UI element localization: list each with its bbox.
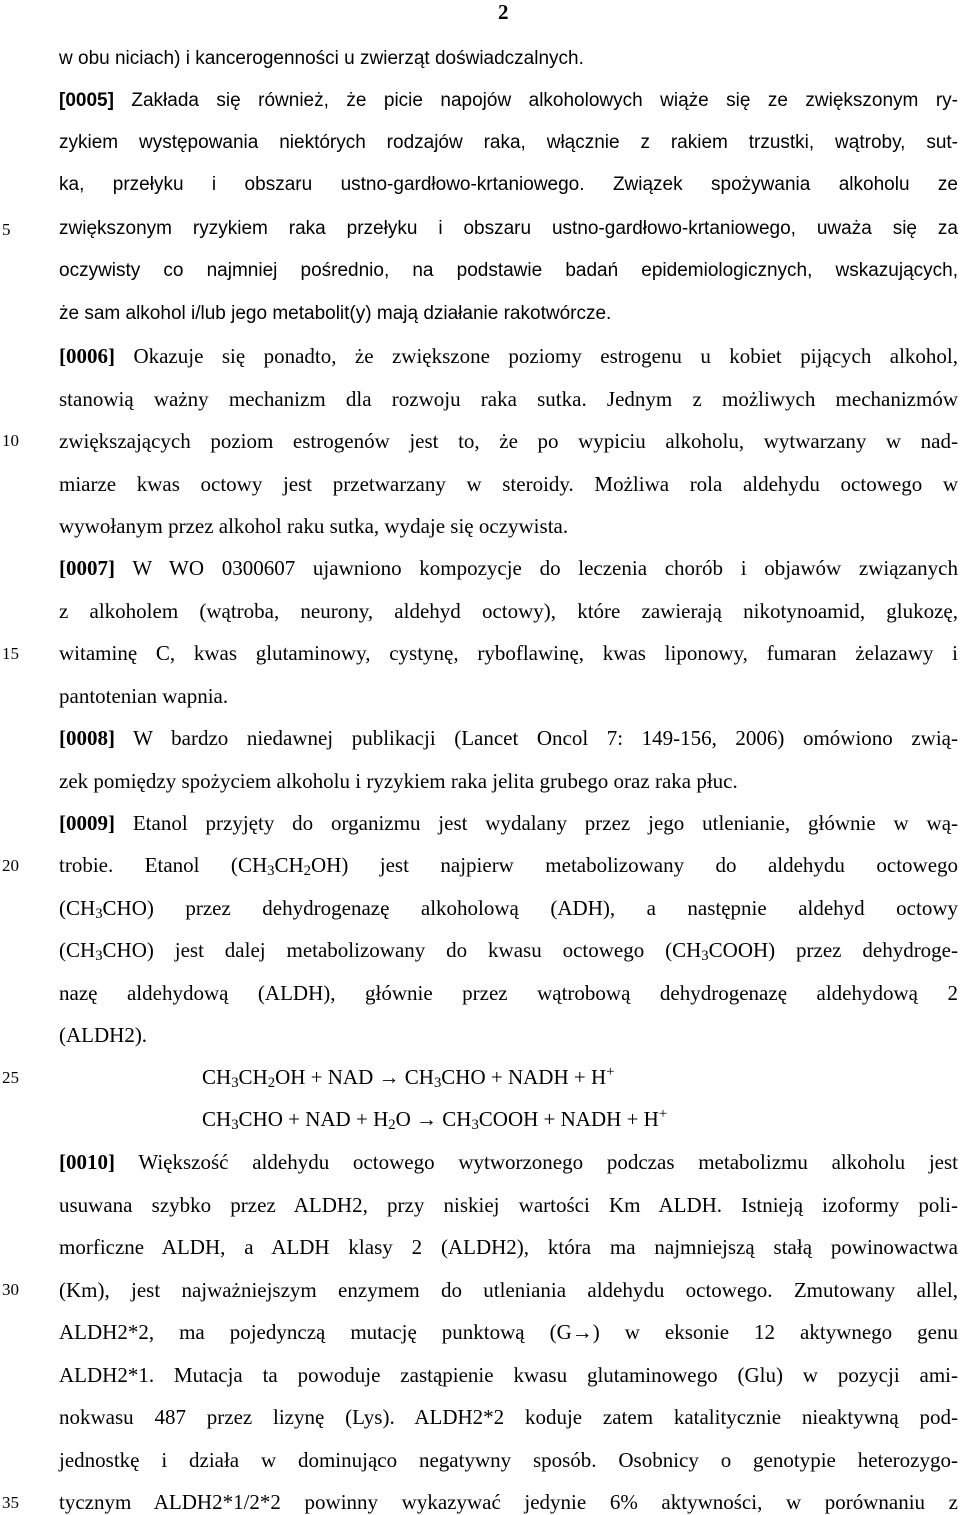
text-line: jednostkę i działa w dominująco negatywny sposób. Osobnicy o genotypie heterozygo- xyxy=(59,1448,958,1472)
text-line: wywołanym przez alkohol raku sutka, wydaje się oczywista. xyxy=(59,514,569,538)
text-line: $(CH_3CHO)$ jest dalej metabolizowany do kwasu octowego $(CH_3COOH)$ przez dehydroge- xyxy=(59,938,959,964)
text-line: zek pomiędzy spożyciem alkoholu i ryzykiem raka jelita grubego oraz raka płuc. xyxy=(59,769,738,793)
text-line: że sam alkohol i/lub jego metabolit(y) mają działanie rakotwórcze. xyxy=(59,303,612,324)
line-number: 20 xyxy=(2,856,19,875)
line-number: 25 xyxy=(2,1068,19,1087)
paragraph-label: [0009] xyxy=(59,811,115,835)
text-line: stanowią ważny mechanizm dla rozwoju raka sutka. Jednym z możliwych mechanizmów xyxy=(59,387,958,411)
text-line: pantotenian wapnia. xyxy=(59,684,229,708)
text-line: nokwasu 487 przez lizynę (Lys). ALDH2*2 koduje zatem katalitycznie nieaktywną pod- xyxy=(59,1405,958,1429)
text-line: $(CH_3CHO)$ przez dehydrogenazę alkoholową (ADH), a następnie aldehyd octowy xyxy=(59,896,958,922)
text-line: zwiększonym ryzykiem raka przełyku i obszaru ustno-gardłowo-krtaniowego, uważa się za xyxy=(59,218,958,239)
arrow-icon: → xyxy=(416,1107,437,1131)
paragraph-label: [0010] xyxy=(59,1150,115,1174)
text-line: (Km), jest najważniejszym enzymem do utleniania aldehydu octowego. Zmutowany allel, xyxy=(59,1278,958,1302)
text-line: [0005] Zakłada się również, że picie napojów alkoholowych wiąże się ze zwiększonym ry- xyxy=(59,90,958,111)
text-line: morficzne ALDH, a ALDH klasy 2 (ALDH2), która ma najmniejszą stałą powinowactwa xyxy=(59,1235,958,1259)
text-line: [0007] W WO 0300607 ujawniono kompozycje do leczenia chorób i objawów związanych xyxy=(59,556,958,580)
text-line: w obu niciach) i kancerogenności u zwierząt doświadczalnych. xyxy=(59,48,584,69)
text-line: ALDH2*2, ma pojedynczą mutację punktową (G→) w eksonie 12 aktywnego genu xyxy=(59,1320,958,1344)
line-number: 10 xyxy=(2,431,19,450)
text-line: ALDH2*1. Mutacja ta powoduje zastąpienie kwasu glutaminowego (Glu) w pozycji ami- xyxy=(59,1363,958,1387)
line-number: 5 xyxy=(2,220,11,239)
arrow-icon: → xyxy=(378,1065,400,1089)
text-line: oczywisty co najmniej pośrednio, na podstawie badań epidemiologicznych, wskazujących, xyxy=(59,260,958,281)
paragraph-label: [0005] xyxy=(59,90,114,111)
page-number: 2 xyxy=(498,0,509,24)
reaction-equation-1: $CH_3CH_2OH$ + NAD → $CH_3CHO$ + NADH + H+ xyxy=(202,1064,615,1091)
text-line: [0006] Okazuje się ponadto, że zwiększone poziomy estrogenu u kobiet pijących alkohol, xyxy=(59,344,958,368)
text-line: z alkoholem (wątroba, neurony, aldehyd octowy), które zawierają nikotynoamid, glukozę, xyxy=(59,599,958,623)
text-line: ka, przełyku i obszaru ustno-gardłowo-krtaniowego. Związek spożywania alkoholu ze xyxy=(59,174,958,195)
text-line: [0008] W bardzo niedawnej publikacji (Lancet Oncol 7: 149-156, 2006) omówiono zwią- xyxy=(59,726,958,750)
paragraph-label: [0006] xyxy=(59,344,115,368)
text-line: witaminę C, kwas glutaminowy, cystynę, ryboflawinę, kwas liponowy, fumaran żelazawy i xyxy=(59,641,958,665)
text-line: nazę aldehydową (ALDH), głównie przez wątrobową dehydrogenazę aldehydową 2 xyxy=(59,981,958,1005)
line-number: 35 xyxy=(2,1493,19,1512)
text-line: usuwana szybko przez ALDH2, przy niskiej wartości Km ALDH. Istnieją izoformy poli- xyxy=(59,1193,958,1217)
text-line: [0010] Większość aldehydu octowego wytworzonego podczas metabolizmu alkoholu jest xyxy=(59,1150,958,1174)
line-number: 30 xyxy=(2,1280,19,1299)
arrow-icon: → xyxy=(571,1320,593,1344)
line-number: 15 xyxy=(2,644,19,663)
paragraph-label: [0008] xyxy=(59,726,115,750)
text-line: trobie. Etanol $(CH_3CH_2OH)$ jest najpierw metabolizowany do aldehydu octowego xyxy=(59,853,959,879)
reaction-equation-2: $CH_3CHO$ + NAD + $H_2O$ → $CH_3COOH$ + NADH + H+ xyxy=(202,1106,668,1133)
text-line: tycznym ALDH2*1/2*2 powinny wykazywać jedynie 6% aktywności, w porównaniu z xyxy=(59,1490,958,1514)
text-line: zwiększających poziom estrogenów jest to, że po wypiciu alkoholu, wytwarzany w nad- xyxy=(59,429,958,453)
text-line: (ALDH2). xyxy=(59,1023,148,1047)
text-line: [0009] Etanol przyjęty do organizmu jest wydalany przez jego utlenianie, głównie w wą- xyxy=(59,811,959,835)
text-line: miarze kwas octowy jest przetwarzany w steroidy. Możliwa rola aldehydu octowego w xyxy=(59,472,958,496)
paragraph-label: [0007] xyxy=(59,556,115,580)
text-line: zykiem występowania niektórych rodzajów raka, włącznie z rakiem trzustki, wątroby, sut- xyxy=(59,132,958,153)
